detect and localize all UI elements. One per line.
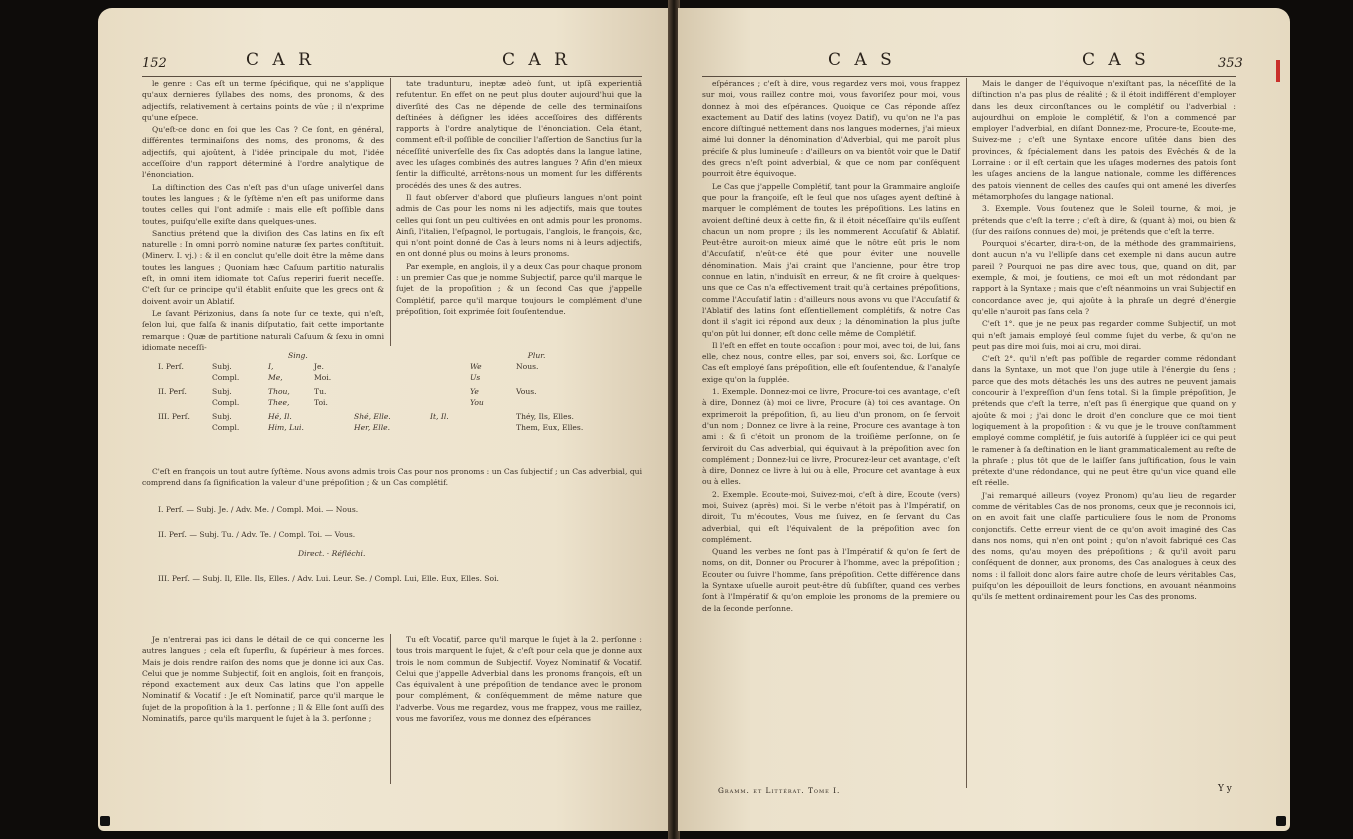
header-rule [702,76,1236,77]
left-page-number: 152 [142,56,167,71]
paragraph: 3. Exemple. Vous ſoutenez que le Soleil tourne, & moi, je prétends que c'eſt la terre ; c'eſt à dire, & (quant à) moi, ou bien & (ſur des raiſons connues de) moi, je prétends que c'eſt la terre. [972,204,1236,236]
right-column-1 [702,78,960,778]
table-cell [158,422,206,433]
paragraph: Il l'eſt en effet en toute occaſion : pour moi, avec toi, de lui, ſans elle, chez nous, contre elles, par soi, envers soi, &c. Lorſque ce Cas eſt employé ſans prépoſition, elle eſt ſouſentendue, & l'analyſe exige qu'on la ſupplée. [702,340,960,384]
paragraph: J'ai remarqué ailleurs (voyez Pronom) qu'au lieu de regarder comme de véritables Cas de nos pronoms, ceux que je reconnois ici, on en avoit fait une claſſe particuliere ſous le nom de Pronoms conjonctifs. Cette erreur vient de ce qu'on avoit imaginé des Cas dans nos noms, qui n'en ont point ; qu'on n'avoit fabriqué ces Cas des noms, qu'au moyen des prépoſitions ; & qu'il avoit paru conſéquent de donner, aux pronoms, des Cas analogues à ceux des noms : il falloit donc alors faire autre choſe de leurs véritables Cas, puiſqu'on les dépouilloit de leurs fonctions, en avouant néanmoins qu'ils ſe mettent ordinairement pour les Cas des pronoms. [972,490,1236,602]
table-cell [430,422,510,433]
table-cell: II. Perſ. [158,387,187,396]
table-cell: Théy, Ils, Elles. [516,412,574,421]
column-divider [390,634,391,784]
paragraph: Le Cas que j'appelle Complétif, tant pour la Grammaire angloiſe que pour la françoiſe, eſt le ſeul que nos uſages ayent deſtiné à marquer le complément de toutes les prépoſitions. Les latins en avoient deſtiné deux à cette fin, & il étoit néceſſaire qu'ils euſſent chacun un nom propre ; ils les nommerent Accuſatif & Ablatif. Peut-être auroit-on mieux aimé que le nôtre eût pris le nom d'Accuſatif, n'eût-ce été que pour éviter une nouvelle dénomination. Mais j'ai craint que l'ancienne, pour être trop connue en latin, n'induisît en erreur, & ne fît croire à quelques-uns que ce Cas n'a effectivement trait qu'à certaines prépoſitions, comme l'Accuſatif latin : d'ailleurs nous avons vu que l'Accuſatif & l'Ablatif des latins ſont eſſentiellement complétifs, & notre Cas dont il s'agit ici répond aux deux ; la dénomination la plus juſte qu'on pût lui donner, eſt donc celle même de Complétif. [702,181,960,338]
right-page-number: 353 [1218,56,1243,71]
paragraph: Par exemple, en anglois, il y a deux Cas pour chaque pronom : un premier Cas que je nomme Subjectif, parce qu'il marque le ſujet de la propoſition ; & un ſecond Cas que j'appelle Complétif, parce qu'il marque toujours le complément d'une prépoſition, ſoit exprimée ſoit ſouſentendue. [396,261,642,316]
table-cell: Subj. [212,362,232,371]
paragraph: Qu'eſt-ce donc en ſoi que les Cas ? Ce ſont, en général, différentes terminaiſons des noms, des pronoms, & des adjectifs, qui ajoûtent, à l'idée principale du mot, l'idée acceſſoire d'un rapport déterminé à l'ordre analytique de l'énonciation. [142,125,384,180]
table-row: II. Perſ. — Subj. Tu. / Adv. Te. / Compl. Toi. — Vous. [158,530,356,539]
table-cell: Compl. [212,398,240,407]
paragraph: Mais le danger de l'équivoque n'exiſtant pas, la néceſſité de la diſtinction n'a pas plus de réalité ; & il étoit indifférent d'employer dans les deux circonſtances ou le complétif ou l'adverbial : aujourdhui on emploie le complétif, & l'on a commencé par employer l'adverbial, en diſant Donnez-me, Procure-te, Ecoute-me, Suivez-me ; c'eſt une Syntaxe encore uſitée dans bien des provinces, & ſpécialement dans les patois des Evêchés & de la Lorraine : or il eſt certain que les uſages modernes des patois ſont les uſages anciens de la langue nationale, comme les différences des patois viennent de celles des cauſes qui ont amené les diverſes métamorphoſes du langage national. [972,79,1236,201]
table-cell: Them, Eux, Elles. [516,423,584,432]
paragraph: 2. Exemple. Ecoute-moi, Suivez-moi, c'eſt à dire, Ecoute (vers) moi, Suivez (après) moi. Si le verbe n'étoit pas à l'Impératif, on diroit, Tu m'écoutes, Vous me ſuivez, en ſe ſervant du Cas adverbial, qui eſt l'équivalent de la prépoſition avec ſon complément. [702,489,960,544]
table-cell [158,397,206,408]
paragraph: 1. Exemple. Donnez-moi ce livre, Procure-toi ces avantage, c'eſt à dire, Donnez (à) moi ce livre, Procure (à) toi ces avantage. On exprimeroit la prépoſition, ſi, au lieu d'un pronom, on ſe ſervoit d'un nom ; Donnez ce livre à la reine, Procure ces avantage à ton ami : & ſi c'étoit un pronom de la troiſième perſonne, on ſe ſerviroit du Cas adverbial, qui équivaut à la prépoſition avec ſon complément ; Donnez-lui ce livre, Procurez-leur cet avantage, c'eſt à dire, Donnez ce livre à lui ou à elle, Procure cet avantage à eux ou à elles. [702,387,960,487]
table-cell: I, [268,362,274,371]
right-column-2 [972,78,1236,778]
table-cell: It, Il. [430,412,449,421]
table-cell: Compl. [212,373,240,382]
table-cell: Him, Lui. [268,423,304,432]
table-cell: Moi. [314,373,332,382]
table-cell: I. Perſ. [158,362,184,371]
running-head: C A R [246,50,315,70]
table-row: III. Perſ. — Subj. Il, Elle. Ils, Elles. / Adv. Lui. Leur. Se. / Compl. Lui, Elle. Eux, Elles. Soi. [158,574,499,583]
table-cell: We [470,362,482,371]
header-rule [142,76,642,77]
table-cell: Us [470,373,481,382]
middle-paragraph [142,466,642,490]
pronoun-table-french [158,504,638,584]
paragraph: Sanctius prétend que la diviſion des Cas latins en ſix eſt naturelle : In omni porrò nomine naturæ ſex partes conſtituit. (Minerv. I. vj.) : & il en conclut qu'elle doit être la même dans toutes les langues ; Quoniam hæc Caſuum partitio naturalis eſt, in omni item idiomate tot Caſus reperiri fuerit neceſſe. C'eſt ſur ce principe qu'il établit enſuite que les grecs ont & doivent avoir un Ablatif. [142,228,384,306]
table-header: Sing. [288,351,308,360]
paragraph: C'eſt 2°. qu'il n'eſt pas poſſible de regarder comme rédondant dans la Syntaxe, un mot que l'on juge utile à l'énergie du ſens ; parce que des mots détachés les uns des autres ne peuvent jamais concourir à l'expreſſion d'un ſens total. Si la ſimple prépoſition, Je prétends que c'eſt la terre, n'eſt pas ſi énergique que quand on y ajoûte & moi ; j'ai donc le droit d'en conclure que ce moi tient logiquement à la propoſition : & vu que je le trouve conſtamment employé comme complétif, je ſuis autoriſé à ſuppléer ici ce qui peut le ramener à ſa deſtination en le liant grammaticalement au reſte de la phraſe ; plus tôt que de le laiſſer ſans juſtification, ſous le vain prétexte d'une rédondance, qui ne peut être qu'un vice quand elle eſt réelle. [972,354,1236,488]
paragraph: eſpérances ; c'eſt à dire, vous regardez vers moi, vous frappez sur moi, vous raillez contre moi, vous favoriſez pour moi, vous donnez à moi des eſpérances. Quoique ce Cas réponde aſſez exactement au Datif des latins (voyez Datif), vu qu'on ne l'a pas encore diſtingué nettement dans nos langues modernes, j'ai mieux aimé lui donner la dénomination d'Adverbial, qui me paroît plus préciſe & plus lumineuſe : d'ailleurs on va bientôt voir que le Datif des grecs n'eſt point adverbial, & que ce nom par conſéquent pourroit être équivoque. [702,79,960,179]
left-column-2-bottom [396,634,642,814]
table-cell: Her, Elle. [354,423,391,432]
paragraph: Quand les verbes ne ſont pas à l'Impératif & qu'on ſe ſert de noms, on dit, Donner ou Procurer à l'homme, avec la prépoſition ; Ecouter ou ſuivre l'homme, ſans prépoſition. Cette différence dans la Syntaxe uſuelle auroit peut-être dû ſubſiſter, quand ces verbes ſont à l'Impératif & qu'on emploie les pronoms de la premiere ou de la ſeconde perſonne. [702,547,960,613]
running-head: C A S [1082,50,1150,70]
paragraph: le genre : Cas eſt un terme ſpécifique, qui ne s'applique qu'aux dernieres ſyllabes des noms, des pronoms, & des adjectifs, relativement à certains points de vûe ; il n'exprime qu'une eſpece. [142,79,384,122]
table-cell: Subj. [212,387,232,396]
running-head: C A R [502,50,571,70]
table-cell: Vous. [516,387,537,396]
table-cell: Ye [470,387,479,396]
table-cell: Compl. [212,423,240,432]
page-clip [100,816,110,826]
running-head: C A S [828,50,896,70]
table-header: Plur. [527,351,546,360]
table-cell: Thou, [268,387,290,396]
table-cell: Shé, Elle. [354,412,391,421]
paragraph: Le ſavant Périzonius, dans ſa note ſur ce texte, qui n'eſt, ſelon lui, que falſa & inanis diſputatio, fait cette importante remarque : Quæ de partitione naturali Caſuum & ſexu in omni idiomate neceſſi- [142,308,384,352]
table-cell: Toi. [314,398,328,407]
pronoun-table-english [158,350,638,433]
table-cell: Hé, Il. [268,412,292,421]
left-column-1 [142,78,384,352]
table-cell [158,372,206,383]
table-cell: III. Perſ. [158,412,190,421]
right-page [678,8,1290,831]
bookmark-tab [1276,60,1280,82]
footer-signature-line: Gramm. et Littérat. Tome I. [718,786,841,795]
signature-mark: Y y [1218,784,1232,794]
paragraph: C'eſt en françois un tout autre ſyſtème. Nous avons admis trois Cas pour nos pronoms : un Cas ſubjectif ; un Cas adverbial, qui comprend dans ſa ſignification la valeur d'une prépoſition ; & un Cas complétif. [142,467,642,488]
paragraph: Pourquoi s'écarter, dira-t-on, de la méthode des grammairiens, dont aucun n'a vu l'ellipſe dans cet exemple ni dans aucun autre pareil ? Pourquoi ne pas dire avec tous, que, quand on dit, par exemple, & moi, je ſoutiens, ce moi eſt un mot rédondant par rapport à la Syntaxe ; mais que c'eſt néanmoins un vrai Subjectif en concordance avec je, qui ajoûte à la phraſe un degré d'énergie qu'elle n'auroit pas ſans cela ? [972,239,1236,316]
table-cell: Je. [314,362,324,371]
paragraph: Je n'entrerai pas ici dans le détail de ce qui concerne les autres langues ; cela eſt ſuperflu, & ſupérieur à mes forces. Mais je dois rendre raiſon des noms que je donne ici aux Cas. Celui que je nomme Subjectif, ſoit en anglois, ſoit en françois, répond exactement aux deux Cas latins que l'on appelle Nominatif & Vocatif : Je eſt Nominatif, parce qu'il marque le ſujet de la propoſition à la 1. perſonne ; Il & Elle ſont auſſi des Nominatifs, parce qu'ils marquent le ſujet à la 3. perſonne ; [142,635,384,724]
left-column-2 [396,78,642,346]
left-page [98,8,670,831]
table-cell: Me, [268,373,283,382]
table-cell: You [470,398,484,407]
paragraph: Tu eſt Vocatif, parce qu'il marque le ſujet à la 2. perſonne : tous trois marquent le ſujet, & c'eſt pour cela que je donne aux trois le nom commun de Subjectif. Voyez Nominatif & Vocatif. Celui que j'appelle Adverbial dans les pronoms françois, eſt un Cas équivalent à une prépoſition de tendance avec le pronom pour complément, & conſéquemment de même nature que l'adverbe. Vous me regardez, vous me frappez, vous me raillez, vous me favoriſez, vous me donnez des eſpérances [396,635,642,724]
paragraph: tate tradunturu, ineptæ adeò ſunt, ut ipſâ experientiâ refutentur. En effet on ne peut plus douter aujourd'hui que la diverſité des Cas ne dépende de celle des terminaiſons deſtinées à déſigner les idées acceſſoires des différents rapports à l'ordre analytique de l'énonciation. Cela étant, comment eſt-il poſſible de concilier l'aſſertion de Sanctius ſur la néceſſité univerſelle des ſix Cas adoptés dans la langue latine, avec les uſages combinés des autres langues ? Afin d'en mieux ſentir la difficulté, arrêtons-nous un moment ſur les différents procédés des unes & des autres. [396,79,642,190]
table-cell: Nous. [516,362,539,371]
table-row: I. Perſ. — Subj. Je. / Adv. Me. / Compl. Moi. — Nous. [158,505,359,514]
page-clip [1276,816,1286,826]
table-cell: Thee, [268,398,290,407]
column-divider [966,78,967,788]
paragraph: La diſtinction des Cas n'eſt pas d'un uſage univerſel dans toutes les langues ; & le ſyſtème n'en eſt pas uniforme dans toutes celles qui l'ont admiſe : mais elle eſt poſſible dans toutes, puiſqu'elle exiſte dans quelques-unes. [142,182,384,226]
left-column-1-bottom [142,634,384,814]
paragraph: C'eſt 1°. que je ne peux pas regarder comme Subjectif, un mot qui n'eſt jamais employé ſeul comme ſujet du verbe, & qu'on ne peut pas dire moi ſuis, moi ai cru, moi dirai. [972,319,1236,351]
table-cell: Tu. [314,387,327,396]
column-divider [390,78,391,346]
table-row: Direct. · Réfléchi. [298,549,366,558]
paragraph: Il faut obſerver d'abord que pluſieurs langues n'ont point admis de Cas pour les noms ni les adjectifs, mais que toutes celles qui ſont un peu cultivées en ont admis pour les pronoms. Ainſi, l'italien, l'eſpagnol, le portugais, l'anglois, le françois, &c, qui n'ont point donné de Cas à leurs noms ni à leurs adjectifs, en ont donné plus ou moins à leurs pronoms. [396,192,642,259]
table-cell: Subj. [212,412,232,421]
